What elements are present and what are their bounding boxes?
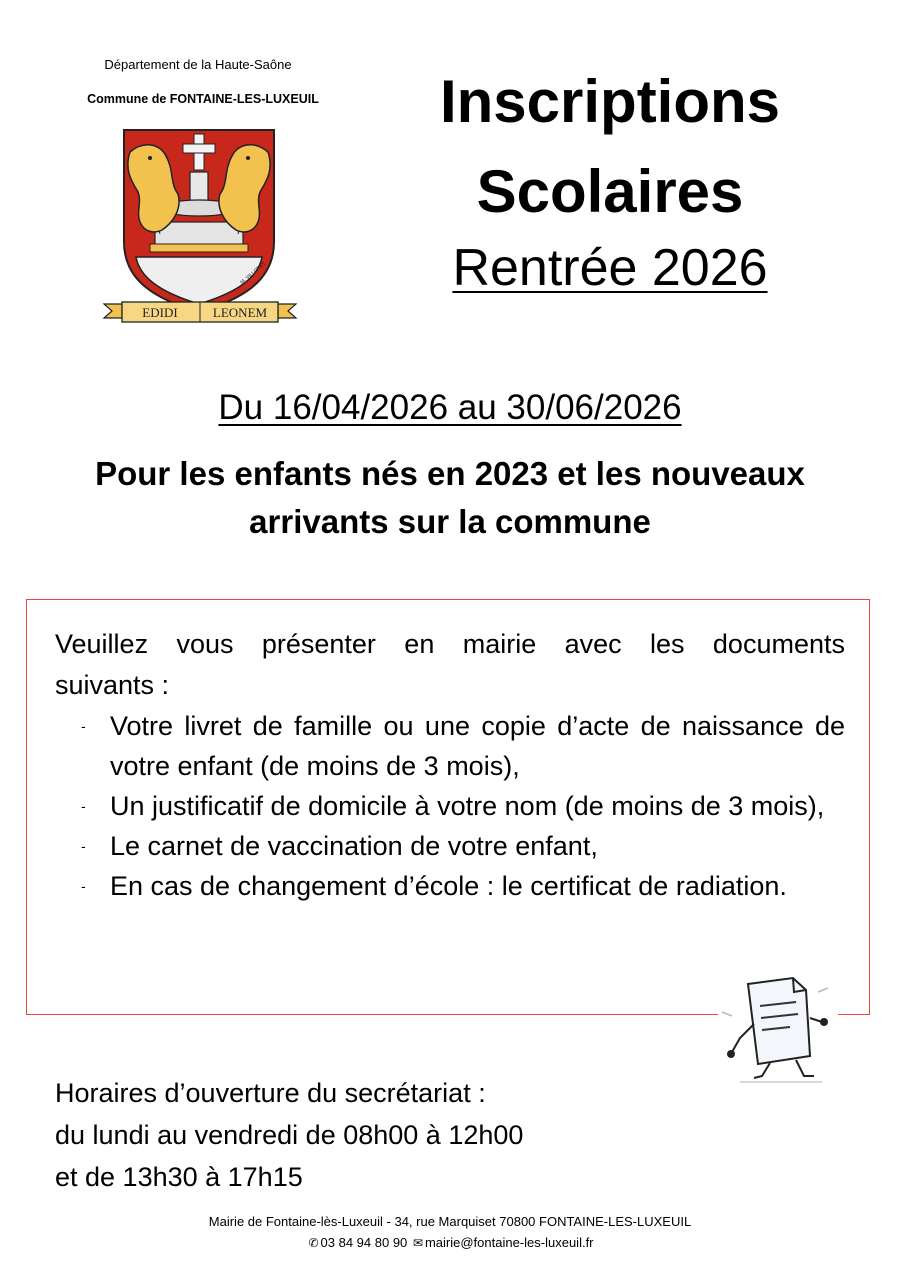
hours-line-3: et de 13h30 à 17h15 [55, 1162, 303, 1192]
coat-of-arms-icon [100, 122, 305, 337]
list-item-text: En cas de changement d’école : le certificat de radiation. [110, 871, 787, 901]
list-item [55, 866, 845, 906]
bullet-dash: - [81, 878, 86, 894]
list-item-text: Un justificatif de domicile à votre nom (de moins de 3 mois), [110, 791, 825, 821]
rentree-heading [400, 239, 820, 297]
registration-period-text: Du 16/04/2026 au 30/06/2026 [218, 388, 682, 427]
opening-hours [55, 1072, 523, 1198]
bullet-dash: - [81, 718, 86, 734]
footer-phone: 03 84 94 80 90 [320, 1235, 408, 1250]
footer-contact [0, 1235, 900, 1250]
hours-line-1: Horaires d’ouverture du secrétariat : [55, 1078, 486, 1108]
commune-label: Commune de FONTAINE-LES-LUXEUIL [87, 92, 319, 106]
crest-signature: M. VILLORET [239, 260, 268, 286]
documents-intro [55, 624, 845, 706]
target-line-2: arrivants sur la commune [249, 503, 651, 540]
hours-line-2: du lundi au vendredi de 08h00 à 12h00 [55, 1120, 524, 1150]
documents-intro-line-1: Veuillez vous présenter en mairie avec les documents [55, 629, 845, 659]
target-line-1: Pour les enfants nés en 2023 et les nouveaux [95, 455, 805, 492]
footer-email[interactable]: mairie@fontaine-les-luxeuil.fr [424, 1235, 594, 1250]
crest-motto-left: EDIDI [142, 305, 178, 320]
documents-list [55, 706, 845, 906]
crest-motto-right: LEONEM [212, 305, 268, 320]
mail-icon: ✉ [412, 1236, 423, 1250]
walking-document-icon [718, 972, 838, 1087]
bullet-dash: - [81, 838, 86, 854]
phone-icon: ✆ [308, 1236, 319, 1250]
target-audience [40, 450, 860, 546]
title-line-2: Scolaires [476, 158, 744, 225]
footer-address: Mairie de Fontaine-lès-Luxeuil - 34, rue Marquiset 70800 FONTAINE-LES-LUXEUIL [208, 1214, 692, 1229]
bullet-dash: - [81, 798, 86, 814]
list-item [55, 826, 845, 866]
list-item [55, 786, 845, 826]
registration-period [0, 388, 900, 428]
department-label: Département de la Haute-Saône [104, 57, 292, 72]
documents-intro-line-2: suivants : [55, 670, 170, 700]
list-item-text: Le carnet de vaccination de votre enfant, [110, 831, 598, 861]
list-item-text: Votre livret de famille ou une copie d’acte de naissance de votre enfant (de moins de 3 mois), [110, 711, 845, 781]
title-line-1: Inscriptions [439, 68, 781, 135]
rentree-text: Rentrée 2026 [452, 239, 768, 297]
list-item [55, 706, 845, 786]
